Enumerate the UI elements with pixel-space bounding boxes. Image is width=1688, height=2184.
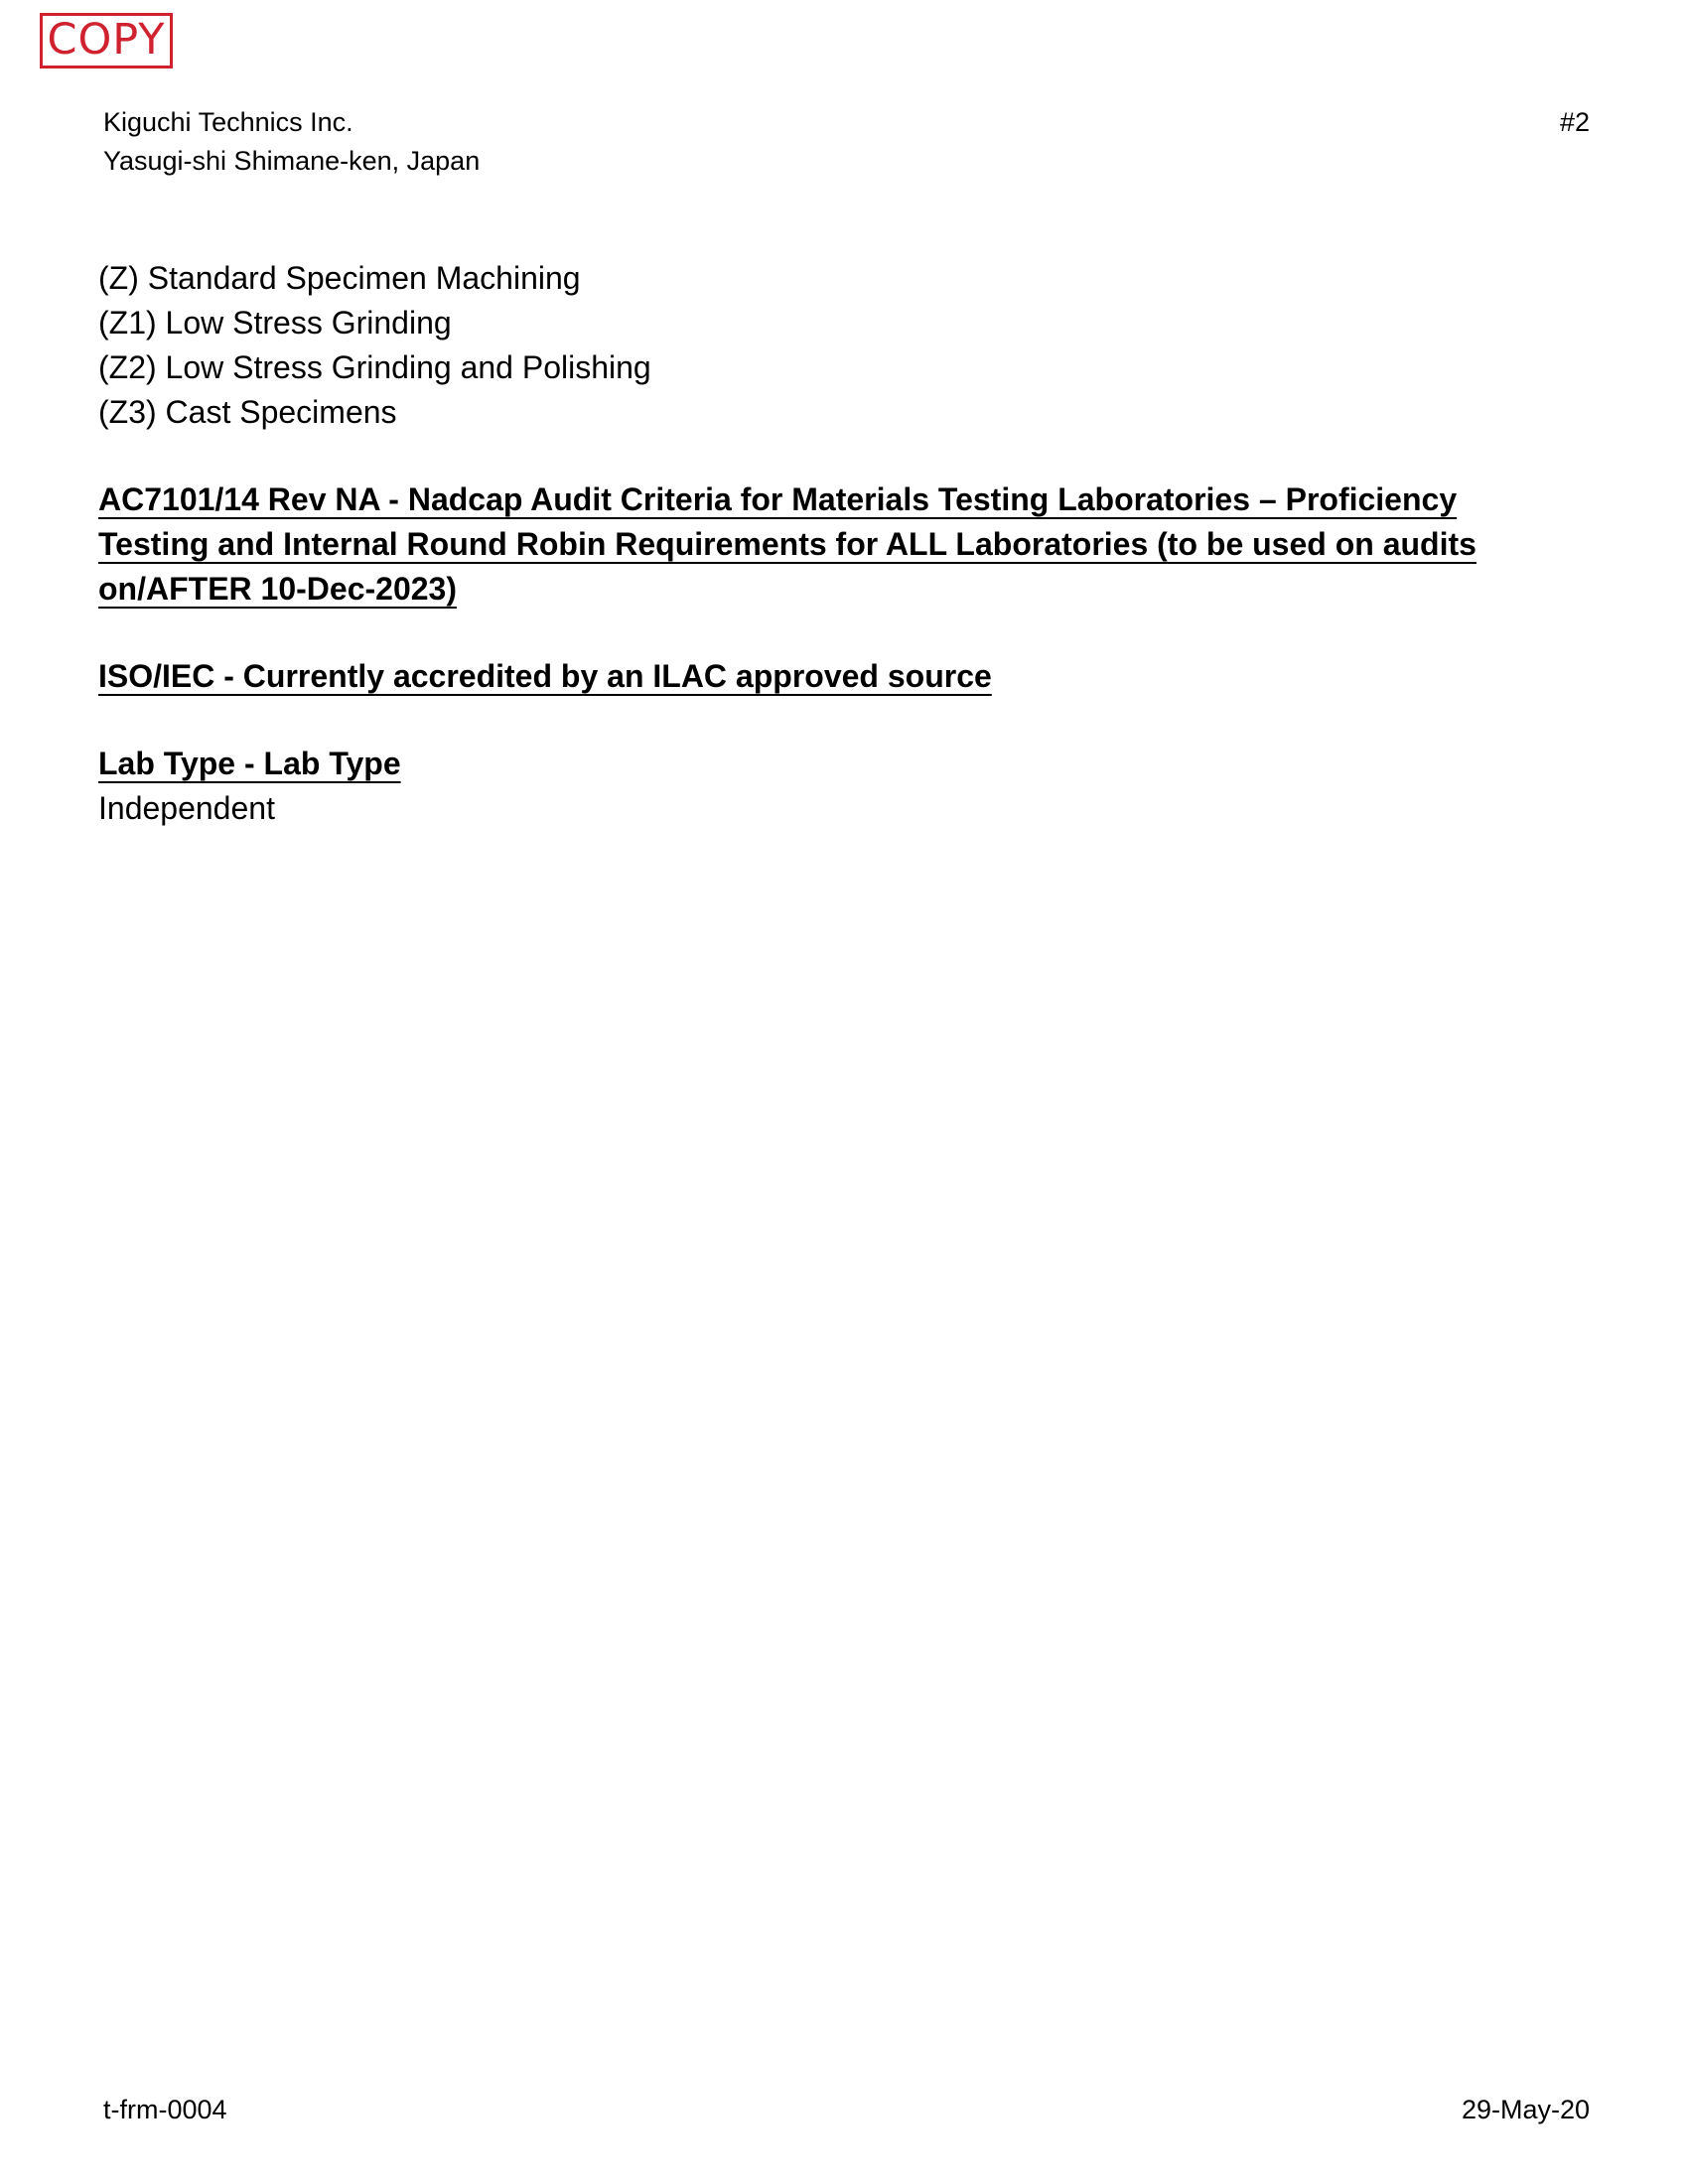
- audit-criteria-heading: [98, 478, 1548, 612]
- document-body: [98, 256, 1548, 831]
- company-address-block: [103, 103, 480, 181]
- lab-type-heading-text: Lab Type - Lab Type: [98, 746, 401, 781]
- form-number: t-frm-0004: [103, 2095, 227, 2124]
- lab-type-value: Independent: [98, 790, 275, 826]
- company-name: Kiguchi Technics Inc.: [103, 107, 353, 137]
- iso-iec-heading: [98, 654, 1548, 699]
- audit-criteria-heading-text: AC7101/14 Rev NA - Nadcap Audit Criteria for Materials Testing Laboratories – Proficiency Testing and Internal Round Robin Requirements for ALL Laboratories (to be used on audits on/AFTER 10-Dec-2023): [98, 481, 1477, 607]
- copy-stamp: COPY: [40, 13, 173, 68]
- footer-date: 29-May-20: [1461, 2095, 1590, 2124]
- process-list: [98, 256, 1548, 435]
- process-item: (Z) Standard Specimen Machining: [98, 260, 581, 296]
- process-item: (Z3) Cast Specimens: [98, 394, 397, 430]
- process-item: (Z1) Low Stress Grinding: [98, 305, 452, 341]
- company-location: Yasugi-shi Shimane-ken, Japan: [103, 146, 481, 176]
- process-item: (Z2) Low Stress Grinding and Polishing: [98, 349, 651, 385]
- lab-type-heading: [98, 742, 1548, 786]
- page-number: #2: [1559, 107, 1590, 137]
- iso-iec-heading-text: ISO/IEC - Currently accredited by an ILAC approved source: [98, 658, 992, 694]
